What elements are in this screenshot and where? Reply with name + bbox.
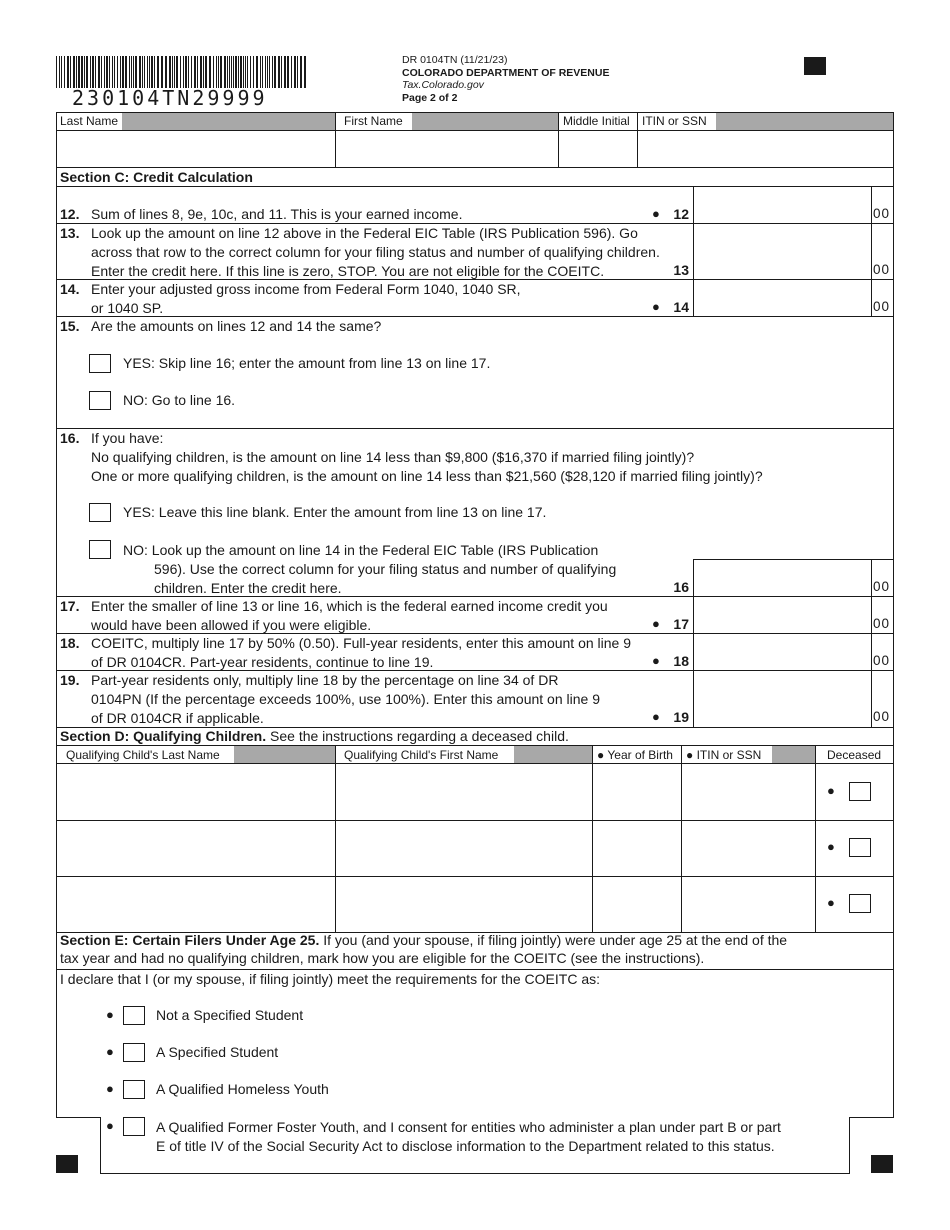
option-label: YES: Skip line 16; enter the amount from line 13 on line 17. bbox=[123, 355, 491, 371]
frame-left bbox=[56, 112, 57, 1117]
shade bbox=[716, 113, 893, 130]
barcode-bar bbox=[304, 56, 306, 88]
option-label: children. Enter the credit here. bbox=[154, 580, 342, 596]
barcode-bar bbox=[76, 56, 77, 88]
bullet: ● bbox=[827, 839, 835, 854]
barcode-bar bbox=[112, 56, 113, 88]
barcode-bar bbox=[125, 56, 127, 88]
child-1-year-of-birth[interactable] bbox=[593, 764, 680, 819]
line-text: or 1040 SP. bbox=[91, 300, 164, 316]
cents: 00 bbox=[873, 262, 891, 277]
barcode-bar bbox=[185, 56, 187, 88]
line-number: 19. bbox=[60, 672, 80, 688]
ssn-label: ITIN or SSN bbox=[642, 114, 707, 128]
barcode-bar bbox=[129, 56, 130, 88]
barcode-bar bbox=[229, 56, 230, 88]
barcode-bar bbox=[203, 56, 204, 88]
barcode-bar bbox=[131, 56, 132, 88]
rule bbox=[849, 1117, 894, 1118]
child-1-ssn[interactable] bbox=[682, 764, 814, 819]
barcode-bar bbox=[213, 56, 214, 88]
line-number: 16. bbox=[60, 430, 80, 446]
barcode-bar bbox=[197, 56, 198, 88]
shade bbox=[234, 746, 335, 763]
barcode-bar bbox=[256, 56, 258, 88]
barcode-bar bbox=[180, 56, 181, 88]
line-ref: 12 bbox=[673, 206, 689, 222]
barcode-bar bbox=[165, 56, 167, 88]
bullet: ● bbox=[106, 1118, 114, 1133]
barcode-bar bbox=[260, 56, 261, 88]
line-number: 15. bbox=[60, 318, 80, 334]
child-3-first-name[interactable] bbox=[336, 877, 591, 931]
line-14 bbox=[60, 280, 79, 299]
section-d-title-text: Section D: Qualifying Children. bbox=[60, 728, 267, 744]
barcode-bar bbox=[78, 56, 80, 88]
bullet: ● bbox=[106, 1044, 114, 1059]
barcode-bar bbox=[235, 56, 237, 88]
bullet: ● bbox=[652, 299, 660, 314]
barcode-bar bbox=[61, 56, 62, 88]
line-text: Enter your adjusted gross income from Federal Form 1040, 1040 SR, bbox=[91, 281, 521, 297]
barcode-bar bbox=[205, 56, 207, 88]
line-text: across that row to the correct column for your filing status and number of qualifying children. bbox=[91, 244, 660, 260]
barcode-bar bbox=[147, 56, 148, 88]
last-name-field[interactable] bbox=[57, 131, 334, 166]
line-15 bbox=[60, 317, 79, 336]
section-e-text: tax year and had no qualifying children, mark how you are eligible for the COEITC (see the instructions). bbox=[60, 950, 705, 966]
line-16-yes-checkbox[interactable] bbox=[89, 503, 111, 522]
child-1-first-name[interactable] bbox=[336, 764, 591, 819]
department-name: COLORADO DEPARTMENT OF REVENUE bbox=[402, 66, 610, 79]
cents: 00 bbox=[873, 299, 891, 314]
shade bbox=[772, 746, 815, 763]
line-14-amount[interactable] bbox=[694, 280, 870, 315]
line-number: 14. bbox=[60, 281, 80, 297]
barcode-bar bbox=[243, 56, 244, 88]
cents: 00 bbox=[873, 653, 891, 668]
form-header bbox=[402, 54, 609, 104]
barcode-bar bbox=[142, 56, 143, 88]
line-ref: 14 bbox=[673, 299, 689, 315]
barcode-bar bbox=[274, 56, 276, 88]
barcode-bar bbox=[245, 56, 246, 88]
barcode-bar bbox=[67, 56, 69, 88]
section-e-text: If you (and your spouse, if filing jointly) were under age 25 at the end of the bbox=[323, 932, 788, 948]
child-first-name-header: Qualifying Child's First Name bbox=[344, 748, 499, 762]
line-15-yes-checkbox[interactable] bbox=[89, 354, 111, 373]
line-ref: 18 bbox=[673, 653, 689, 669]
frame-right bbox=[893, 112, 894, 1117]
barcode-bar bbox=[281, 56, 282, 88]
line-19 bbox=[60, 671, 79, 690]
line-text: COEITC, multiply line 17 by 50% (0.50). Full-year residents, enter this amount on line 9 bbox=[91, 635, 632, 651]
barcode-bar bbox=[70, 56, 71, 88]
option-label: A Qualified Homeless Youth bbox=[156, 1081, 329, 1097]
barcode-bar bbox=[191, 56, 192, 88]
line-15-no-checkbox[interactable] bbox=[89, 391, 111, 410]
barcode-bar bbox=[92, 56, 94, 88]
former-foster-youth-checkbox[interactable] bbox=[123, 1117, 145, 1136]
line-text: Are the amounts on lines 12 and 14 the same? bbox=[91, 318, 382, 334]
section-d-subtitle: See the instructions regarding a deceased child. bbox=[270, 728, 569, 744]
bullet: ● bbox=[652, 616, 660, 631]
barcode-bar bbox=[151, 56, 153, 88]
child-3-ssn[interactable] bbox=[682, 877, 814, 931]
barcode-bar bbox=[149, 56, 150, 88]
child-ssn-header: ● ITIN or SSN bbox=[686, 748, 762, 762]
barcode-bar bbox=[56, 56, 57, 88]
option-label: NO: Go to line 16. bbox=[123, 392, 236, 408]
barcode-bar bbox=[284, 56, 286, 88]
shade bbox=[122, 113, 335, 130]
option-label: E of title IV of the Social Security Act to disclose information to the Department related to this status. bbox=[156, 1138, 775, 1154]
child-2-deceased-checkbox[interactable] bbox=[849, 838, 871, 857]
barcode-bar bbox=[267, 56, 268, 88]
line-text: would have been allowed if you were eligible. bbox=[91, 617, 372, 633]
child-last-name-header: Qualifying Child's Last Name bbox=[66, 748, 220, 762]
barcode-bar bbox=[98, 56, 100, 88]
barcode-bar bbox=[294, 56, 296, 88]
barcode-bar bbox=[172, 56, 173, 88]
section-e-title-text: Section E: Certain Filers Under Age 25. bbox=[60, 932, 320, 948]
line-text: of DR 0104CR. Part-year residents, continue to line 19. bbox=[91, 654, 434, 670]
barcode-bar bbox=[272, 56, 273, 88]
barcode-bar bbox=[188, 56, 189, 88]
shade bbox=[514, 746, 592, 763]
line-16-amount[interactable] bbox=[694, 560, 870, 595]
rule bbox=[56, 428, 894, 429]
child-ssn-text: ITIN or SSN bbox=[696, 748, 762, 762]
rule bbox=[56, 745, 894, 746]
barcode-bar bbox=[224, 56, 226, 88]
barcode-bar bbox=[95, 56, 96, 88]
barcode-bar bbox=[73, 56, 75, 88]
line-12-amount[interactable] bbox=[694, 187, 870, 222]
bullet: ● bbox=[106, 1081, 114, 1096]
barcode-bar bbox=[240, 56, 242, 88]
first-name-label: First Name bbox=[344, 114, 403, 128]
line-ref: 13 bbox=[673, 262, 689, 278]
child-2-year-of-birth[interactable] bbox=[593, 821, 680, 875]
barcode-bar bbox=[104, 56, 105, 88]
barcode-number: 230104TN29999 bbox=[72, 86, 268, 110]
line-ref: 19 bbox=[673, 709, 689, 725]
line-text: One or more qualifying children, is the amount on line 14 less than $21,560 ($28,120 if married filing jointly)? bbox=[91, 468, 763, 484]
barcode-bar bbox=[209, 56, 211, 88]
rule bbox=[100, 1173, 850, 1174]
child-3-year-of-birth[interactable] bbox=[593, 877, 680, 931]
section-d-title bbox=[60, 728, 569, 744]
barcode-bar bbox=[297, 56, 298, 88]
barcode-bar bbox=[86, 56, 88, 88]
barcode-bar bbox=[133, 56, 134, 88]
last-name-label: Last Name bbox=[60, 114, 119, 128]
rule bbox=[100, 1117, 101, 1173]
page-number: Page 2 of 2 bbox=[402, 91, 458, 104]
barcode-bar bbox=[144, 56, 145, 88]
barcode-bar bbox=[231, 56, 232, 88]
line-18 bbox=[60, 634, 79, 653]
line-17-amount[interactable] bbox=[694, 597, 870, 632]
barcode-bar bbox=[233, 56, 234, 88]
barcode-bar bbox=[227, 56, 228, 88]
bullet: ● bbox=[652, 653, 660, 668]
line-17 bbox=[60, 597, 79, 616]
barcode-bar bbox=[269, 56, 270, 88]
child-3-last-name[interactable] bbox=[57, 877, 334, 931]
barcode-bar bbox=[238, 56, 239, 88]
option-label: A Specified Student bbox=[156, 1044, 279, 1060]
barcode-bar bbox=[135, 56, 137, 88]
child-1-last-name[interactable] bbox=[57, 764, 334, 819]
barcode-bar bbox=[157, 56, 159, 88]
line-12 bbox=[60, 205, 463, 224]
line-13-amount[interactable] bbox=[694, 224, 870, 278]
barcode-bar bbox=[169, 56, 171, 88]
line-number: 13. bbox=[60, 225, 80, 241]
barcode-bar bbox=[81, 56, 83, 88]
barcode-bar bbox=[216, 56, 217, 88]
line-text: Enter the smaller of line 13 or line 16, which is the federal earned income credit you bbox=[91, 598, 608, 614]
option-label: YES: Leave this line blank. Enter the amount from line 13 on line 17. bbox=[123, 504, 547, 520]
barcode-bar bbox=[247, 56, 248, 88]
barcode-bar bbox=[154, 56, 155, 88]
barcode-bar bbox=[120, 56, 121, 88]
registration-mark bbox=[871, 1155, 893, 1173]
year-of-birth-header: ● Year of Birth bbox=[597, 748, 673, 762]
rule bbox=[871, 186, 872, 316]
line-16-no-checkbox[interactable] bbox=[89, 540, 111, 559]
barcode-bar bbox=[300, 56, 302, 88]
barcode-bar bbox=[117, 56, 118, 88]
website: Tax.Colorado.gov bbox=[402, 79, 484, 91]
rule bbox=[56, 1117, 101, 1118]
barcode-bar bbox=[218, 56, 219, 88]
barcode-bar bbox=[101, 56, 102, 88]
line-text: No qualifying children, is the amount on line 14 less than $9,800 ($16,370 if married filing jointly)? bbox=[91, 449, 695, 465]
option-label: 596). Use the correct column for your filing status and number of qualifying bbox=[154, 561, 617, 577]
option-label: Not a Specified Student bbox=[156, 1007, 304, 1023]
child-3-deceased-checkbox[interactable] bbox=[849, 894, 871, 913]
middle-initial-label: Middle Initial bbox=[563, 114, 630, 128]
line-number: 18. bbox=[60, 635, 80, 651]
cents: 00 bbox=[873, 709, 891, 724]
barcode-bar bbox=[250, 56, 251, 88]
registration-mark bbox=[804, 57, 826, 75]
bullet: ● bbox=[652, 709, 660, 724]
line-text: Look up the amount on line 12 above in the Federal EIC Table (IRS Publication 596). Go bbox=[91, 225, 638, 241]
first-name-field[interactable] bbox=[336, 131, 557, 166]
barcode-bar bbox=[200, 56, 202, 88]
bullet: ● bbox=[106, 1007, 114, 1022]
bullet: ● bbox=[652, 206, 660, 221]
form-id: DR 0104TN (11/21/23) bbox=[402, 54, 508, 66]
barcode bbox=[56, 56, 310, 88]
bullet: ● bbox=[827, 895, 835, 910]
barcode-bar bbox=[59, 56, 60, 88]
rule bbox=[871, 559, 872, 727]
cents: 00 bbox=[873, 206, 891, 221]
barcode-bar bbox=[161, 56, 163, 88]
shade bbox=[412, 113, 558, 130]
line-text: Enter the credit here. If this line is zero, STOP. You are not eligible for the COEITC. bbox=[91, 263, 605, 279]
middle-initial-field[interactable] bbox=[559, 131, 636, 166]
barcode-bar bbox=[176, 56, 178, 88]
barcode-bar bbox=[106, 56, 108, 88]
specified-student-checkbox[interactable] bbox=[123, 1043, 145, 1062]
barcode-bar bbox=[109, 56, 110, 88]
line-text: Sum of lines 8, 9e, 10c, and 11. This is your earned income. bbox=[91, 206, 463, 222]
barcode-bar bbox=[90, 56, 91, 88]
rule bbox=[56, 167, 894, 168]
ssn-field[interactable] bbox=[638, 131, 892, 166]
barcode-bar bbox=[122, 56, 124, 88]
registration-mark bbox=[56, 1155, 78, 1173]
section-e-title bbox=[60, 932, 787, 948]
section-c-title bbox=[60, 169, 253, 185]
option-label: A Qualified Former Foster Youth, and I consent for entities who administer a plan under part B or part bbox=[156, 1119, 781, 1135]
rule bbox=[849, 1117, 850, 1173]
line-text: If you have: bbox=[91, 430, 164, 446]
line-16 bbox=[60, 429, 79, 448]
barcode-bar bbox=[84, 56, 85, 88]
homeless-youth-checkbox[interactable] bbox=[123, 1080, 145, 1099]
line-number: 17. bbox=[60, 598, 80, 614]
option-label: NO: Look up the amount on line 14 in the Federal EIC Table (IRS Publication bbox=[123, 542, 599, 558]
barcode-bar bbox=[291, 56, 292, 88]
line-text: Part-year residents only, multiply line 18 by the percentage on line 34 of DR bbox=[91, 672, 559, 688]
barcode-bar bbox=[278, 56, 280, 88]
line-text: 0104PN (If the percentage exceeds 100%, use 100%). Enter this amount on line 9 bbox=[91, 691, 600, 707]
line-ref: 17 bbox=[673, 616, 689, 632]
barcode-bar bbox=[114, 56, 115, 88]
child-2-last-name[interactable] bbox=[57, 821, 334, 875]
not-specified-student-checkbox[interactable] bbox=[123, 1006, 145, 1025]
cents: 00 bbox=[873, 616, 891, 631]
child-2-ssn[interactable] bbox=[682, 821, 814, 875]
barcode-bar bbox=[220, 56, 222, 88]
year-of-birth-text: Year of Birth bbox=[607, 748, 673, 762]
line-19-amount[interactable] bbox=[694, 671, 870, 726]
barcode-bar bbox=[287, 56, 289, 88]
child-2-first-name[interactable] bbox=[336, 821, 591, 875]
barcode-bar bbox=[174, 56, 175, 88]
barcode-bar bbox=[194, 56, 196, 88]
barcode-bar bbox=[253, 56, 254, 88]
line-13 bbox=[60, 224, 79, 243]
barcode-bar bbox=[183, 56, 184, 88]
barcode-bar bbox=[139, 56, 141, 88]
rule bbox=[815, 745, 816, 932]
cents: 00 bbox=[873, 579, 891, 594]
line-18-amount[interactable] bbox=[694, 634, 870, 669]
barcode-bar bbox=[64, 56, 65, 88]
declaration-text: I declare that I (or my spouse, if filing jointly) meet the requirements for the COEITC as: bbox=[60, 971, 600, 987]
barcode-bar bbox=[262, 56, 263, 88]
line-text: of DR 0104CR if applicable. bbox=[91, 710, 264, 726]
child-1-deceased-checkbox[interactable] bbox=[849, 782, 871, 801]
deceased-header: Deceased bbox=[827, 748, 882, 762]
line-number: 12. bbox=[60, 206, 80, 222]
section-c-title-text: Section C: Credit Calculation bbox=[60, 169, 253, 185]
barcode-bar bbox=[265, 56, 266, 88]
line-ref: 16 bbox=[673, 579, 689, 595]
bullet: ● bbox=[827, 783, 835, 798]
